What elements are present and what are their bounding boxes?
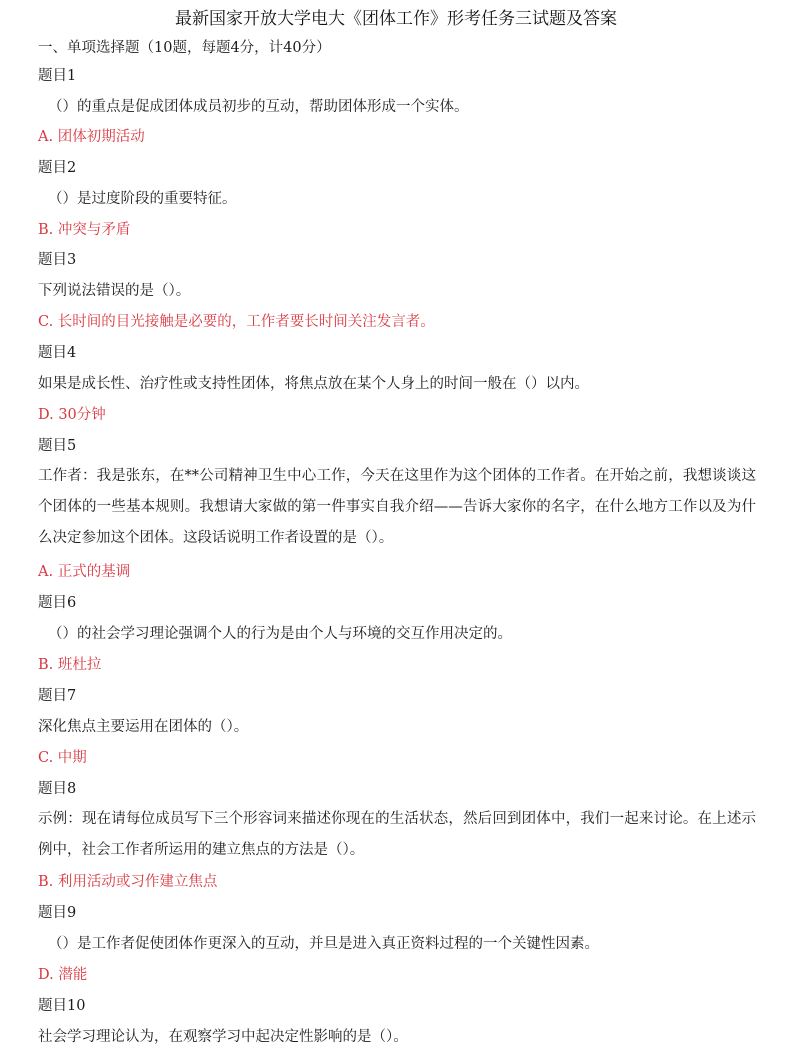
question-text: （）的社会学习理论强调个人的行为是由个人与环境的交互作用决定的。 xyxy=(48,626,512,642)
question-text: 示例：现在请每位成员写下三个形容词来描述你现在的生活状态，然后回到团体中，我们一起来讨论。在上述示例中，社会工作者所运用的建立焦点的方法是（）。 xyxy=(38,811,756,858)
answer-text: C. 长时间的目光接触是必要的，工作者要长时间关注发言者。 xyxy=(38,314,435,330)
question-text: 工作者：我是张东，在**公司精神卫生中心工作，今天在这里作为这个团体的工作者。在开始之前，我想谈谈这个团体的一些基本规则。我想请大家做的第一件事实自我介绍——告诉大家你的名字，在什么地方工作以及为什么决定参加这个团体。这段话说明工作者设置的是（）。 xyxy=(38,468,756,546)
question-label: 题目3 xyxy=(38,252,77,268)
question-text: 如果是成长性、治疗性或支持性团体，将焦点放在某个人身上的时间一般在（）以内。 xyxy=(38,376,589,392)
question-label: 题目10 xyxy=(38,998,86,1014)
question-label: 题目4 xyxy=(38,345,77,361)
answer-text: D. 潜能 xyxy=(38,967,88,983)
answer-text: D. 30分钟 xyxy=(38,407,106,423)
question-text: 深化焦点主要运用在团体的（）。 xyxy=(38,719,249,735)
answer-text: C. 中期 xyxy=(38,750,87,766)
question-label: 题目6 xyxy=(38,595,77,611)
question-text: 社会学习理论认为，在观察学习中起决定性影响的是（）。 xyxy=(38,1029,408,1045)
question-text: （）是过度阶段的重要特征。 xyxy=(48,191,237,207)
question-label: 题目7 xyxy=(38,688,77,704)
question-label: 题目5 xyxy=(38,438,77,454)
answer-text: B. 班杜拉 xyxy=(38,657,102,673)
question-text: （）的重点是促成团体成员初步的互动，帮助团体形成一个实体。 xyxy=(48,99,469,115)
question-label: 题目1 xyxy=(38,68,77,84)
question-label: 题目8 xyxy=(38,781,77,797)
question-text: 下列说法错误的是（）。 xyxy=(38,283,191,299)
answer-text: B. 冲突与矛盾 xyxy=(38,222,131,238)
answer-text: A. 正式的基调 xyxy=(38,564,131,580)
section-heading: 一、单项选择题（10题，每题4分，计40分） xyxy=(38,40,331,56)
question-text: （）是工作者促使团体作更深入的互动，并旦是进入真正资料过程的一个关键性因素。 xyxy=(48,936,599,952)
document-title: 最新国家开放大学电大《团体工作》形考任务三试题及答案 xyxy=(175,9,617,29)
answer-text: B. 利用活动或习作建立焦点 xyxy=(38,874,218,890)
question-label: 题目2 xyxy=(38,160,77,176)
question-label: 题目9 xyxy=(38,905,77,921)
answer-text: A. 团体初期活动 xyxy=(38,129,145,145)
